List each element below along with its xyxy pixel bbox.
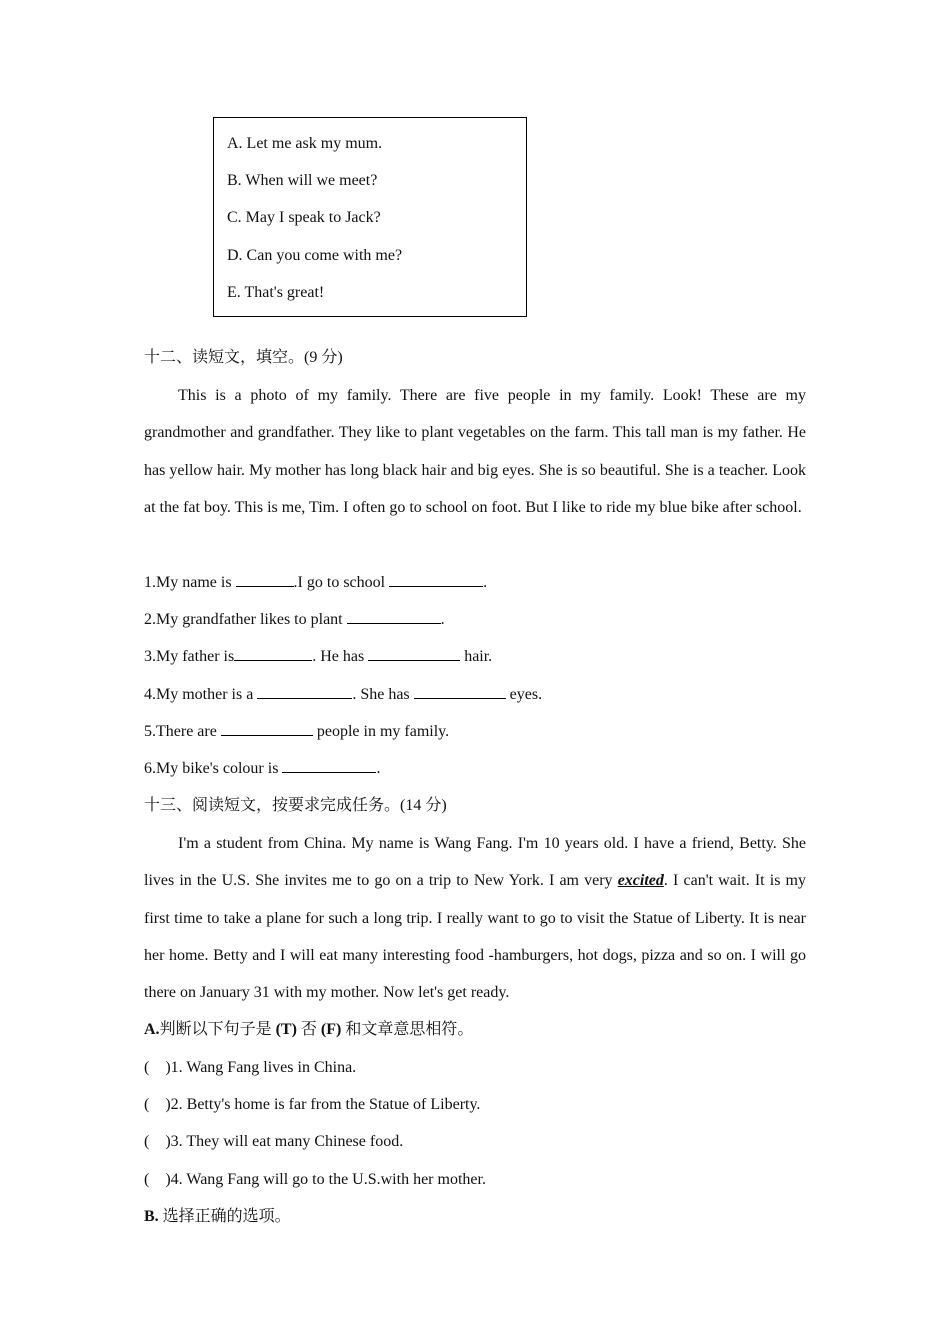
keyword-excited: excited [617, 872, 664, 890]
tf-item-3 [144, 1131, 808, 1153]
section-13-heading: 十三、阅读短文，按要求完成任务。(14 分) [144, 797, 447, 814]
question-5-text-b: people in my family. [316, 723, 450, 740]
tf-item-2 [144, 1094, 808, 1116]
section-12-passage: This is a photo of my family. There are five people in my family. Look! These are my grandmother and grandfather. They like to plant vegetables on the farm. This tall man is my father. He has yellow hair. My mother has long black hair and big eyes. She is so beautiful. She is a teacher. Look at the fat boy. This is me, Tim. I often go to school on foot. But I like to ride my blue bike after school. [144, 387, 806, 516]
question-3-text-c: hair. [464, 648, 493, 665]
question-5-text-a: 5.There are [144, 723, 217, 740]
question-5 [144, 720, 808, 743]
answer-bracket[interactable]: ( ) [144, 1096, 171, 1113]
tf-item-4 [144, 1169, 808, 1191]
question-6 [144, 757, 808, 780]
question-4-text-a: 4.My mother is a [144, 686, 254, 703]
tf-item-text: 1. Wang Fang lives in China. [170, 1059, 357, 1076]
question-1-text-a: 1.My name is [144, 574, 232, 591]
question-2-text-b: . [440, 611, 445, 628]
passage-part-2: . I can't wait. It is my first time to take a plane for such a long trip. I really want to go to visit the Statue of Liberty. It is near her home. Betty and I will eat many interesting food -hamburgers, hot dogs, pizza and so on. I will go there on January 31 with my mother. Now let's get ready. [144, 872, 807, 1002]
answer-bracket[interactable]: ( ) [144, 1171, 171, 1188]
answer-blank[interactable] [257, 683, 352, 699]
options-box [213, 117, 527, 317]
question-3 [144, 645, 808, 668]
answer-blank[interactable] [389, 571, 483, 587]
option-c: C. May I speak to Jack? [227, 209, 381, 226]
question-2 [144, 608, 808, 631]
true-marker: (T) [275, 1021, 297, 1038]
answer-blank[interactable] [221, 720, 313, 736]
option-d: D. Can you come with me? [227, 247, 403, 264]
option-a: A. Let me ask my mum. [227, 135, 383, 152]
part-b-label: B. [144, 1208, 159, 1225]
tf-item-1 [144, 1057, 808, 1079]
question-6-text-a: 6.My bike's colour is [144, 760, 279, 777]
question-6-text-b: . [376, 760, 381, 777]
part-a-text-3: 和文章意思相符。 [345, 1021, 474, 1038]
tf-item-text: 2. Betty's home is far from the Statue of Liberty. [170, 1096, 481, 1113]
part-b-text: 选择正确的选项。 [162, 1208, 291, 1225]
answer-blank[interactable] [236, 571, 294, 587]
question-1-text-c: . [483, 574, 488, 591]
question-4-text-c: eyes. [509, 686, 543, 703]
question-4-text-b: . She has [352, 686, 410, 703]
question-1 [144, 571, 808, 594]
tf-item-text: 4. Wang Fang will go to the U.S.with her mother. [170, 1171, 486, 1188]
answer-blank[interactable] [368, 645, 460, 661]
answer-bracket[interactable]: ( ) [144, 1059, 171, 1076]
question-3-text-a: 3.My father is [144, 648, 235, 665]
tf-item-text: 3. They will eat many Chinese food. [170, 1133, 404, 1150]
passage-part-1: I'm a student from China. My name is Wang Fang. I'm 10 years old. I have a friend, Betty. She lives in the U.S. She invites me to go on a trip to New York. I am very [144, 835, 806, 890]
question-2-text-a: 2.My grandfather likes to plant [144, 611, 343, 628]
part-a-instruction [144, 1019, 808, 1041]
question-4 [144, 683, 808, 706]
answer-blank[interactable] [282, 757, 376, 773]
answer-blank[interactable] [234, 645, 312, 661]
answer-blank[interactable] [414, 683, 506, 699]
part-a-label: A. [144, 1021, 160, 1038]
answer-bracket[interactable]: ( ) [144, 1133, 171, 1150]
question-3-text-b: . He has [312, 648, 365, 665]
part-a-text-1: 判断以下句子是 [159, 1021, 272, 1038]
false-marker: (F) [320, 1021, 342, 1038]
part-b-instruction [144, 1206, 808, 1228]
section-12-heading: 十二、读短文，填空。(9 分) [144, 349, 343, 366]
option-b: B. When will we meet? [227, 172, 378, 189]
answer-blank[interactable] [347, 608, 441, 624]
option-e: E. That's great! [227, 284, 325, 301]
section-13-passage [144, 825, 806, 1011]
question-1-text-b: .I go to school [293, 574, 386, 591]
part-a-text-2: 否 [300, 1021, 317, 1038]
